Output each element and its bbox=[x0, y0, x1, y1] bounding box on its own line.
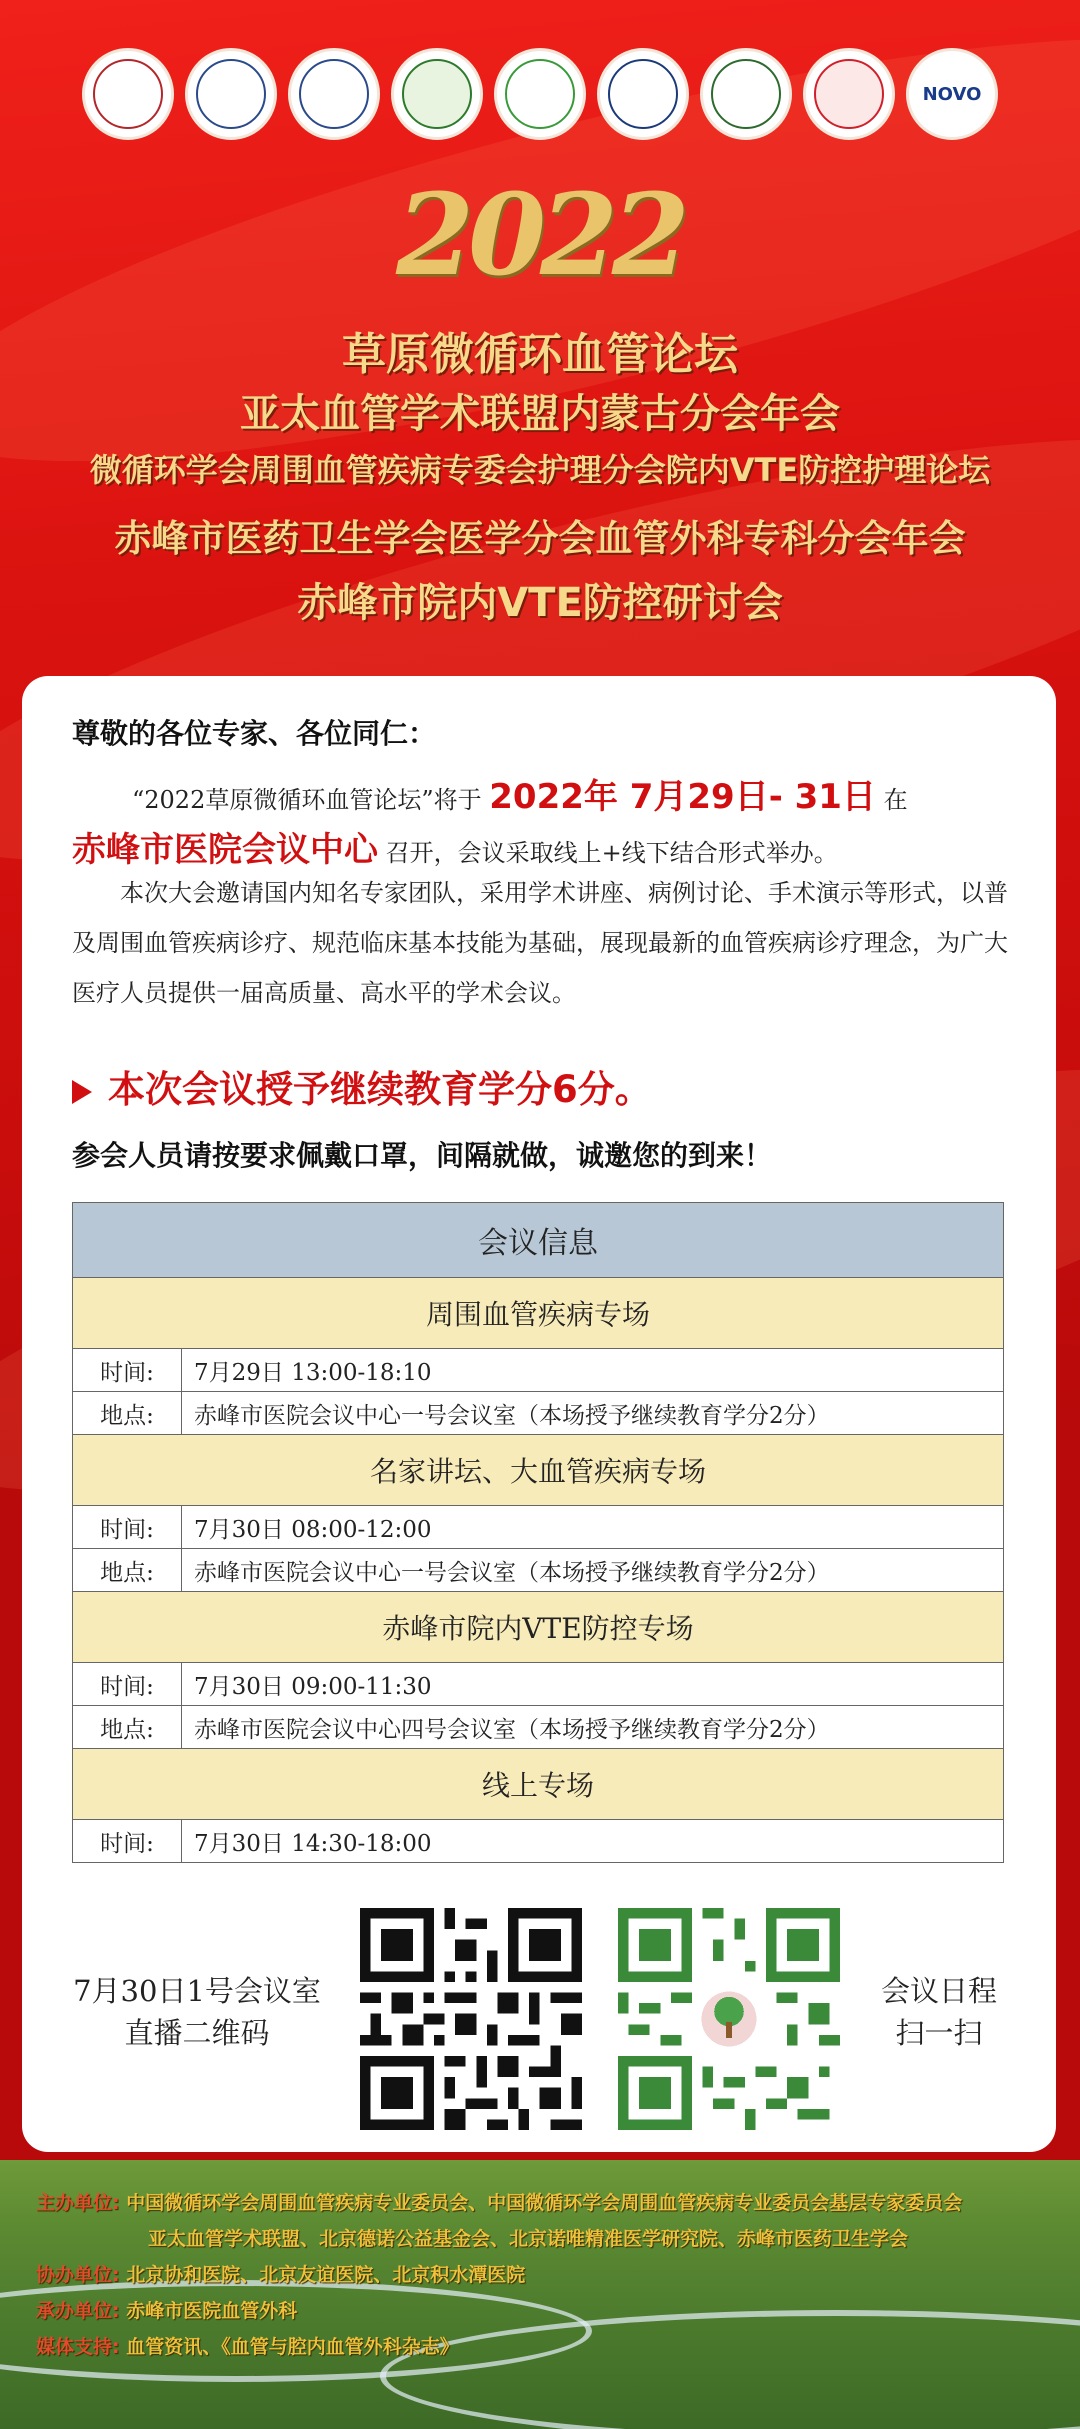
schedule-qr-code[interactable] bbox=[618, 1908, 840, 2130]
table-row bbox=[73, 1349, 1004, 1392]
intro-paragraph bbox=[72, 772, 1008, 878]
time-label: 时间: bbox=[73, 1506, 182, 1549]
conference-date: 2022年 7月29日- 31日 bbox=[489, 777, 876, 817]
media-line: 媒体支持: 血管资讯、《血管与腔内血管外科杂志》 bbox=[36, 2336, 459, 2358]
host-line: 主办单位: 中国微循环学会周围血管疾病专业委员会、中国微循环学会周围血管疾病专业委员会基层专家委员会 bbox=[36, 2192, 963, 2214]
foundation-logo-icon bbox=[803, 48, 895, 140]
society-logo-icon bbox=[288, 48, 380, 140]
session-title: 名家讲坛、大血管疾病专场 bbox=[73, 1435, 1004, 1506]
intro-text: “2022草原微循环血管论坛”将于 bbox=[132, 786, 482, 814]
title-line: 微循环学会周围血管疾病专委会护理分会院内VTE防控护理论坛 bbox=[89, 451, 991, 489]
salutation: 尊敬的各位专家、各位同仁： bbox=[72, 717, 437, 750]
society-logo-icon bbox=[494, 48, 586, 140]
hospital-logo-icon bbox=[597, 48, 689, 140]
intro-text: 在 bbox=[883, 786, 908, 814]
table-row bbox=[73, 1549, 1004, 1592]
info-card bbox=[22, 676, 1056, 2152]
schedule-qr-label: 会议日程 扫一扫 bbox=[880, 1974, 997, 2050]
time-label: 时间: bbox=[73, 1663, 182, 1706]
table-row bbox=[73, 1506, 1004, 1549]
session-place: 赤峰市医院会议中心四号会议室（本场授予继续教育学分2分） bbox=[182, 1706, 1004, 1749]
table-row bbox=[73, 1663, 1004, 1706]
intro-paragraph-2: 本次大会邀请国内知名专家团队，采用学术讲座、病例讨论、手术演示等形式，以普及周围血管疾病诊疗、规范临床基本技能为基础，展现最新的血管疾病诊疗理念，为广大医疗人员提供一届高质量、高水平的学术会议。 bbox=[72, 879, 1008, 1007]
qr-section bbox=[22, 1908, 1056, 2138]
place-label: 地点: bbox=[73, 1549, 182, 1592]
time-label: 时间: bbox=[73, 1820, 182, 1863]
society-logo-icon bbox=[185, 48, 277, 140]
title-line: 赤峰市院内VTE防控研讨会 bbox=[297, 580, 783, 626]
title-line: 亚太血管学术联盟内蒙古分会年会 bbox=[240, 391, 840, 437]
sponsor-logos bbox=[0, 48, 1080, 140]
livestream-qr-code[interactable] bbox=[360, 1908, 582, 2130]
title-line: 草原微循环血管论坛 bbox=[342, 329, 738, 380]
intro-text: 召开，会议采取线上+线下结合形式举办。 bbox=[385, 839, 838, 867]
title-line: 赤峰市医药卫生学会医学分会血管外科专科分会年会 bbox=[114, 517, 966, 560]
session-place: 赤峰市医院会议中心一号会议室（本场授予继续教育学分2分） bbox=[182, 1392, 1004, 1435]
session-place: 赤峰市医院会议中心一号会议室（本场授予继续教育学分2分） bbox=[182, 1549, 1004, 1592]
time-label: 时间: bbox=[73, 1349, 182, 1392]
session-time: 7月30日 09:00-11:30 bbox=[182, 1663, 1004, 1706]
conference-venue: 赤峰市医院会议中心 bbox=[72, 830, 378, 870]
society-logo-icon bbox=[700, 48, 792, 140]
table-row bbox=[73, 1392, 1004, 1435]
session-title: 赤峰市院内VTE防控专场 bbox=[73, 1592, 1004, 1663]
triangle-icon bbox=[72, 1080, 92, 1104]
mask-notice: 参会人员请按要求佩戴口罩，间隔就做，诚邀您的到来！ bbox=[72, 1139, 773, 1172]
session-time: 7月29日 13:00-18:10 bbox=[182, 1349, 1004, 1392]
credit-notice: 本次会议授予继续教育学分6分。 bbox=[72, 1059, 652, 1113]
session-title: 线上专场 bbox=[73, 1749, 1004, 1820]
table-header: 会议信息 bbox=[73, 1203, 1004, 1278]
organizer-line: 承办单位: 赤峰市医院血管外科 bbox=[36, 2300, 298, 2322]
conference-titles bbox=[0, 318, 1080, 634]
meeting-info-table bbox=[72, 1202, 1004, 1863]
place-label: 地点: bbox=[73, 1706, 182, 1749]
place-label: 地点: bbox=[73, 1392, 182, 1435]
session-time: 7月30日 08:00-12:00 bbox=[182, 1506, 1004, 1549]
livestream-qr-label: 7月30日1号会议室 直播二维码 bbox=[73, 1974, 321, 2050]
table-row bbox=[73, 1820, 1004, 1863]
host-line-2: 亚太血管学术联盟、北京德诺公益基金会、北京诺唯精准医学研究院、赤峰市医药卫生学会 bbox=[148, 2228, 909, 2250]
session-time: 7月30日 14:30-18:00 bbox=[182, 1820, 1004, 1863]
co-host-line: 协办单位: 北京协和医院、北京友谊医院、北京积水潭医院 bbox=[36, 2264, 526, 2286]
novo-logo-icon: NOVO bbox=[906, 48, 998, 140]
table-row bbox=[73, 1706, 1004, 1749]
society-logo-icon bbox=[391, 48, 483, 140]
year-title: 2022 bbox=[396, 170, 684, 301]
session-title: 周围血管疾病专场 bbox=[73, 1278, 1004, 1349]
society-logo-icon bbox=[82, 48, 174, 140]
